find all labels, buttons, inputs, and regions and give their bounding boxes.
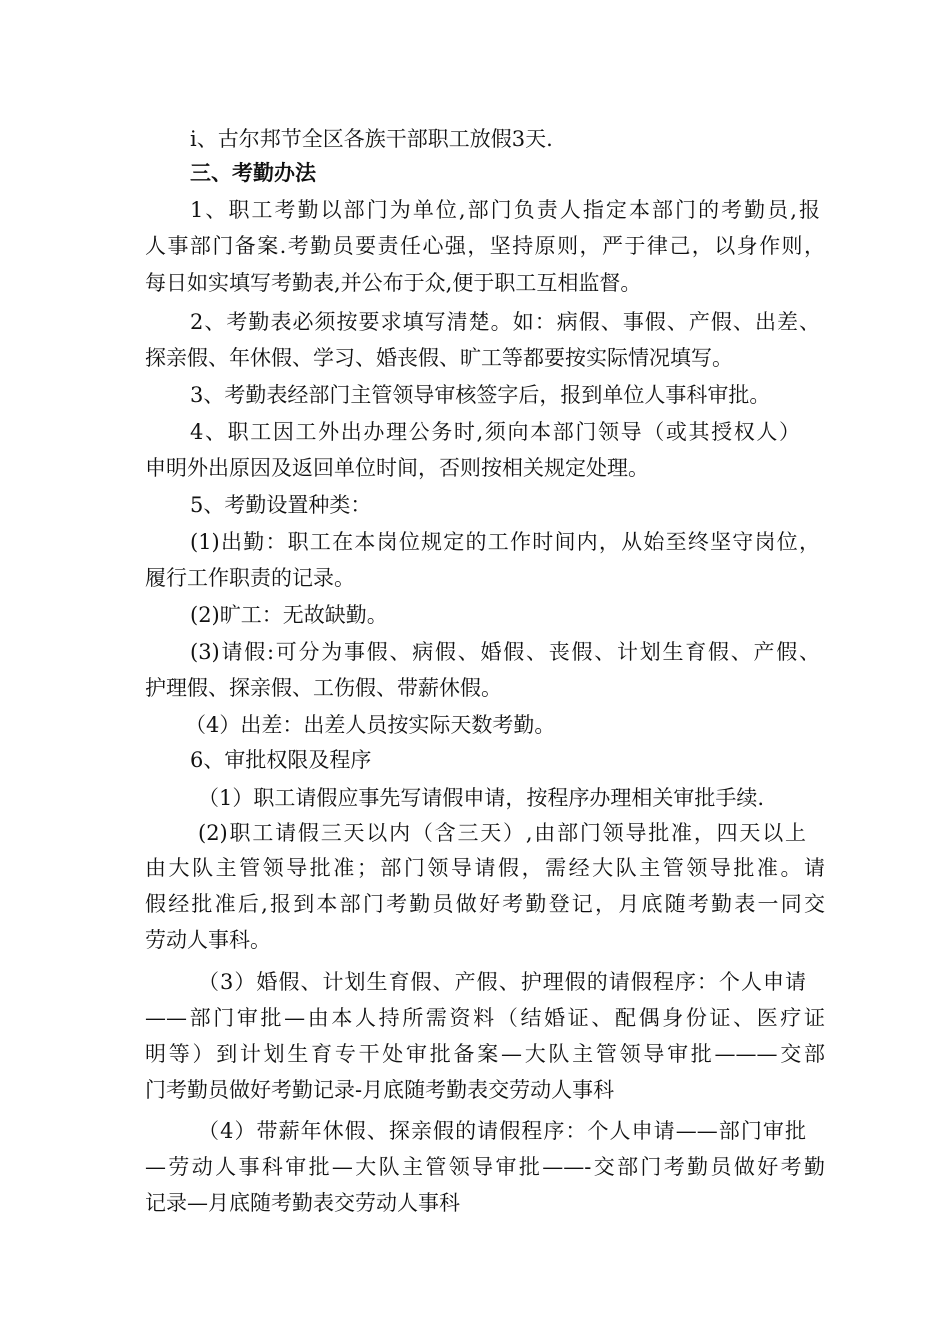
approval-item-3-line-3: 明等）到计划生育专干处审批备案—大队主管领导审批———交部 xyxy=(145,1042,825,1066)
paragraph-5: 5、考勤设置种类： xyxy=(190,493,372,517)
paragraph-3: 3、考勤表经部门主管领导审核签字后，报到单位人事科审批。 xyxy=(190,383,771,407)
item-absence: (2)旷工：无故缺勤。 xyxy=(190,603,388,627)
item-business-trip: （4）出差：出差人员按实际天数考勤。 xyxy=(185,713,556,737)
paragraph-holiday-i: i、古尔邦节全区各族干部职工放假3天. xyxy=(190,127,553,151)
approval-item-2-line-3: 假经批准后,报到本部门考勤员做好考勤登记，月底随考勤表一同交 xyxy=(145,892,825,916)
paragraph-4-line-2: 申明外出原因及返回单位时间，否则按相关规定处理。 xyxy=(145,456,649,480)
paragraph-1-line-3: 每日如实填写考勤表,并公布于众,便于职工互相监督。 xyxy=(145,271,642,295)
paragraph-2-line-2: 探亲假、年休假、学习、婚丧假、旷工等都要按实际情况填写。 xyxy=(145,346,733,370)
item-leave-line-2: 护理假、探亲假、工伤假、带薪休假。 xyxy=(145,676,502,700)
approval-item-2-line-2: 由大队主管领导批准；部门领导请假，需经大队主管领导批准。请 xyxy=(145,856,825,880)
approval-item-4-line-1: （4）带薪年休假、探亲假的请假程序：个人申请——部门审批 xyxy=(198,1119,806,1143)
item-attendance-line-2: 履行工作职责的记录。 xyxy=(145,566,355,590)
paragraph-1-line-2: 人事部门备案.考勤员要责任心强，坚持原则，严于律己，以身作则， xyxy=(145,234,825,258)
approval-item-2-line-1: (2)职工请假三天以内（含三天）,由部门领导批准，四天以上 xyxy=(198,821,806,845)
approval-item-3-line-1: （3）婚假、计划生育假、产假、护理假的请假程序：个人申请 xyxy=(198,970,806,994)
approval-item-2-line-4: 劳动人事科。 xyxy=(145,928,271,952)
approval-item-3-line-4: 门考勤员做好考勤记录-月底随考勤表交劳动人事科 xyxy=(145,1078,615,1102)
paragraph-6: 6、审批权限及程序 xyxy=(190,748,372,772)
paragraph-2-line-1: 2、考勤表必须按要求填写清楚。如：病假、事假、产假、出差、 xyxy=(190,310,820,334)
approval-item-4-line-3: 记录—月底随考勤表交劳动人事科 xyxy=(145,1191,460,1215)
approval-item-3-line-2: ——部门审批—由本人持所需资料（结婚证、配偶身份证、医疗证 xyxy=(145,1006,825,1030)
section-heading-attendance: 三、考勤办法 xyxy=(190,161,316,185)
approval-item-4-line-2: —劳动人事科审批—大队主管领导审批——-交部门考勤员做好考勤 xyxy=(145,1155,825,1179)
approval-item-1: （1）职工请假应事先写请假申请，按程序办理相关审批手续. xyxy=(198,786,765,810)
item-attendance-line-1: (1)出勤：职工在本岗位规定的工作时间内，从始至终坚守岗位， xyxy=(190,530,820,554)
paragraph-1-line-1: 1、职工考勤以部门为单位,部门负责人指定本部门的考勤员,报 xyxy=(190,198,820,222)
item-leave-line-1: (3)请假:可分为事假、病假、婚假、丧假、计划生育假、产假、 xyxy=(190,640,820,664)
paragraph-4-line-1: 4、职工因工外出办理公务时,须向本部门领导（或其授权人） xyxy=(190,420,800,444)
